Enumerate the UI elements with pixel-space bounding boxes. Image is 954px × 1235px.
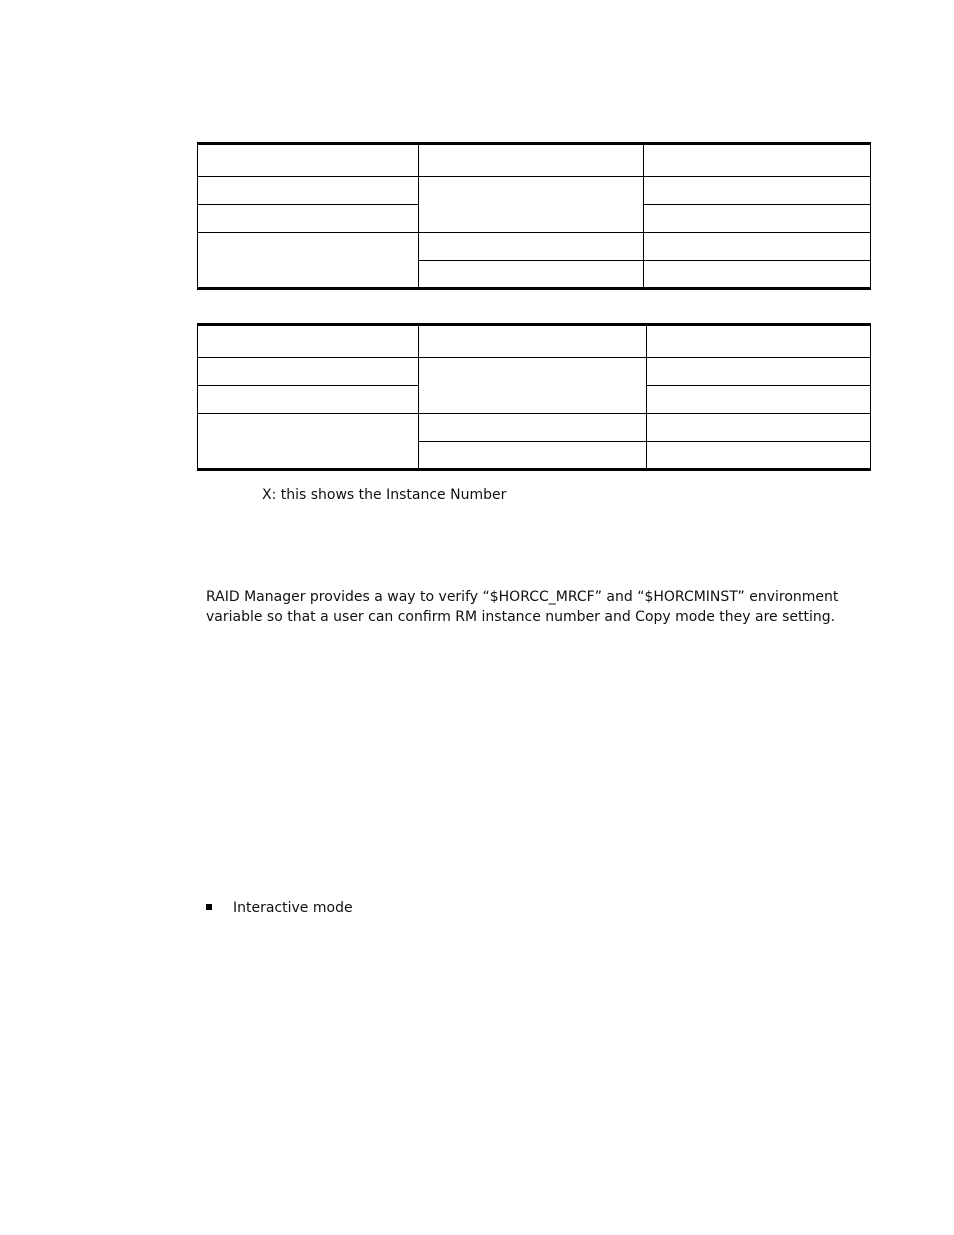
table-cell [419,358,647,414]
paragraph-line: RAID Manager provides a way to verify “$HORCC_MRCF” and “$HORCMINST” environment [206,589,839,605]
table-cell [198,358,419,386]
bullet-list-item [206,899,353,917]
table-header-row [198,325,871,358]
bullet-label: Interactive mode [233,900,353,916]
table-note: X: this shows the Instance Number [262,487,507,503]
table-header-row [198,144,871,177]
table-cell [419,177,644,233]
table-header-cell [647,325,871,358]
table-cell [644,261,871,289]
table-cell [647,414,871,442]
table-cell [198,386,419,414]
table-cell [647,386,871,414]
table-cell [419,442,647,470]
square-bullet-icon [206,904,212,910]
table-cell [644,233,871,261]
table-row [198,414,871,442]
paragraph-line: variable so that a user can confirm RM instance number and Copy mode they are setting. [206,609,836,625]
table-row [198,358,871,386]
table-header-cell [419,144,644,177]
table-header-cell [419,325,647,358]
table-cell [644,177,871,205]
instance-table-1 [197,142,871,290]
table-cell [198,177,419,205]
table-header-cell [198,325,419,358]
table-row [198,233,871,261]
table-header-cell [644,144,871,177]
table-cell [419,233,644,261]
table-row [198,177,871,205]
table-cell [419,414,647,442]
table-cell [198,233,419,289]
table-header-cell [198,144,419,177]
table-cell [644,205,871,233]
table-cell [647,358,871,386]
table-cell [647,442,871,470]
instance-table-2 [197,323,871,471]
table-cell [198,414,419,470]
body-paragraph [206,587,856,627]
table-cell [419,261,644,289]
table-cell [198,205,419,233]
